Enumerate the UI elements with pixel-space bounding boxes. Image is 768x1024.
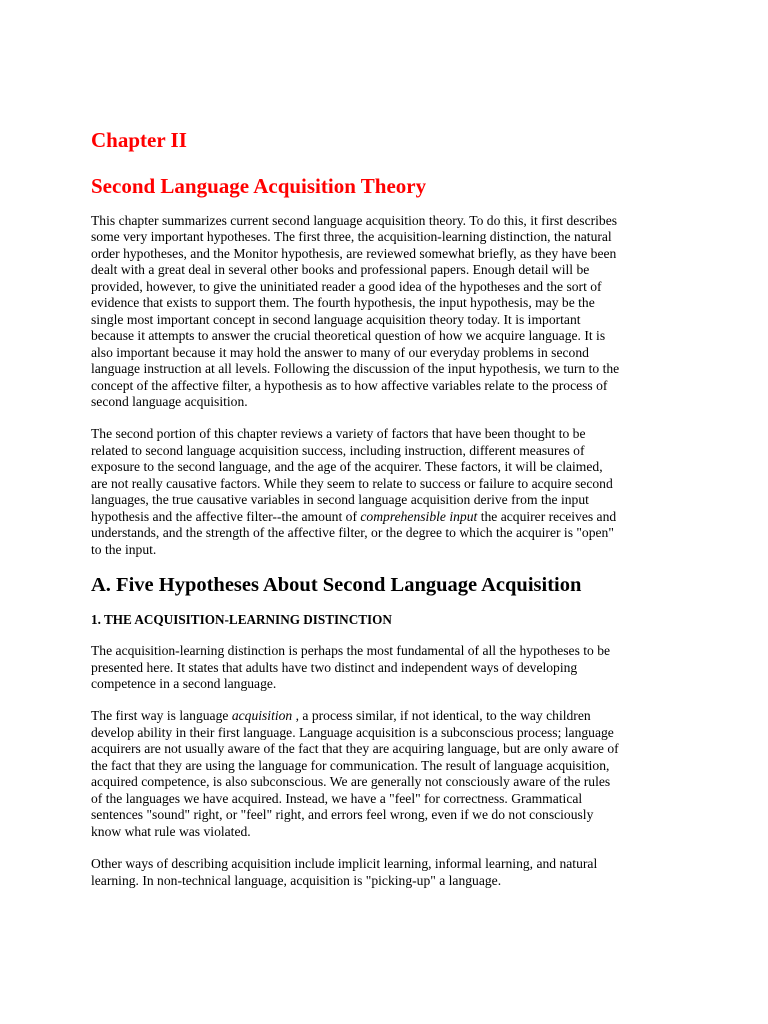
section-paragraph-2-text-b: , a process similar, if not identical, to the way children develop ability in their first language. Language acquisition is a subconscious process; language acquirers are not usually aware of the fact that they are acquiring language, but are only aware of the fact that they are using the language for communication. The result of language acquisition, acquired competence, is also subconscious. We are generally not consciously aware of the rules of the languages we have acquired. Instead, we have a "feel" for correctness. Grammatical sentences "sound" right, or "feel" right, and errors feel wrong, even if we do not consciously know what rule was violated.: [91, 708, 619, 839]
section-paragraph-3: Other ways of describing acquisition include implicit learning, informal learning, and natural learning. In non-technical language, acquisition is "picking-up" a language.: [91, 856, 598, 888]
section-paragraph-1: The acquisition-learning distinction is perhaps the most fundamental of all the hypotheses to be presented here. It states that adults have two distinct and independent ways of developing competence in a second language.: [91, 643, 611, 691]
intro-paragraph-2-text-b: the acquirer receives and understands, and the strength of the affective filter, or the degree to which the acquirer is "open" to the input.: [91, 508, 617, 557]
section-paragraph-2-text-a: The first way is language: [91, 708, 232, 724]
comprehensible-input-emphasis: comprehensible input: [360, 508, 478, 524]
section-paragraph-2: [91, 708, 681, 840]
chapter-title: Second Language Acquisition Theory: [91, 174, 427, 198]
document-page: [91, 126, 681, 889]
chapter-number: Chapter II: [91, 128, 187, 152]
acquisition-emphasis: acquisition: [231, 708, 293, 724]
intro-paragraph-1: This chapter summarizes current second language acquisition theory. To do this, it first describes some very important hypotheses. The first three, the acquisition-learning distinction, the natural order hypotheses, and the Monitor hypothesis, are reviewed somewhat briefly, as they have been dealt with a great deal in several other books and professional papers. Enough detail will be provided, however, to give the uninitiated reader a good idea of the hypotheses and the sort of evidence that exists to support them. The fourth hypothesis, the input hypothesis, may be the single most important concept in second language acquisition theory today. It is important because it attempts to answer the crucial theoretical question of how we acquire language. It is also important because it may hold the answer to many of our everyday problems in second language instruction at all levels. Following the discussion of the input hypothesis, we turn to the concept of the affective filter, a hypothesis as to how affective variables relate to the process of second language acquisition.: [91, 213, 620, 409]
subsection-heading: 1. THE ACQUISITION-LEARNING DISTINCTION: [91, 612, 392, 628]
intro-paragraph-2: [91, 426, 681, 558]
intro-paragraph-2-text-a: The second portion of this chapter reviews a variety of factors that have been thought to be related to second language acquisition success, including instruction, different measures of exposure to the second language, and the age of the acquirer. These factors, it will be claimed, are not really causative factors. While they seem to relate to success or failure to acquire second languages, the true causative variables in second language acquisition derive from the input hypothesis and the affective filter--the amount of: [91, 426, 613, 524]
section-heading: A. Five Hypotheses About Second Language Acquisition: [91, 574, 582, 597]
